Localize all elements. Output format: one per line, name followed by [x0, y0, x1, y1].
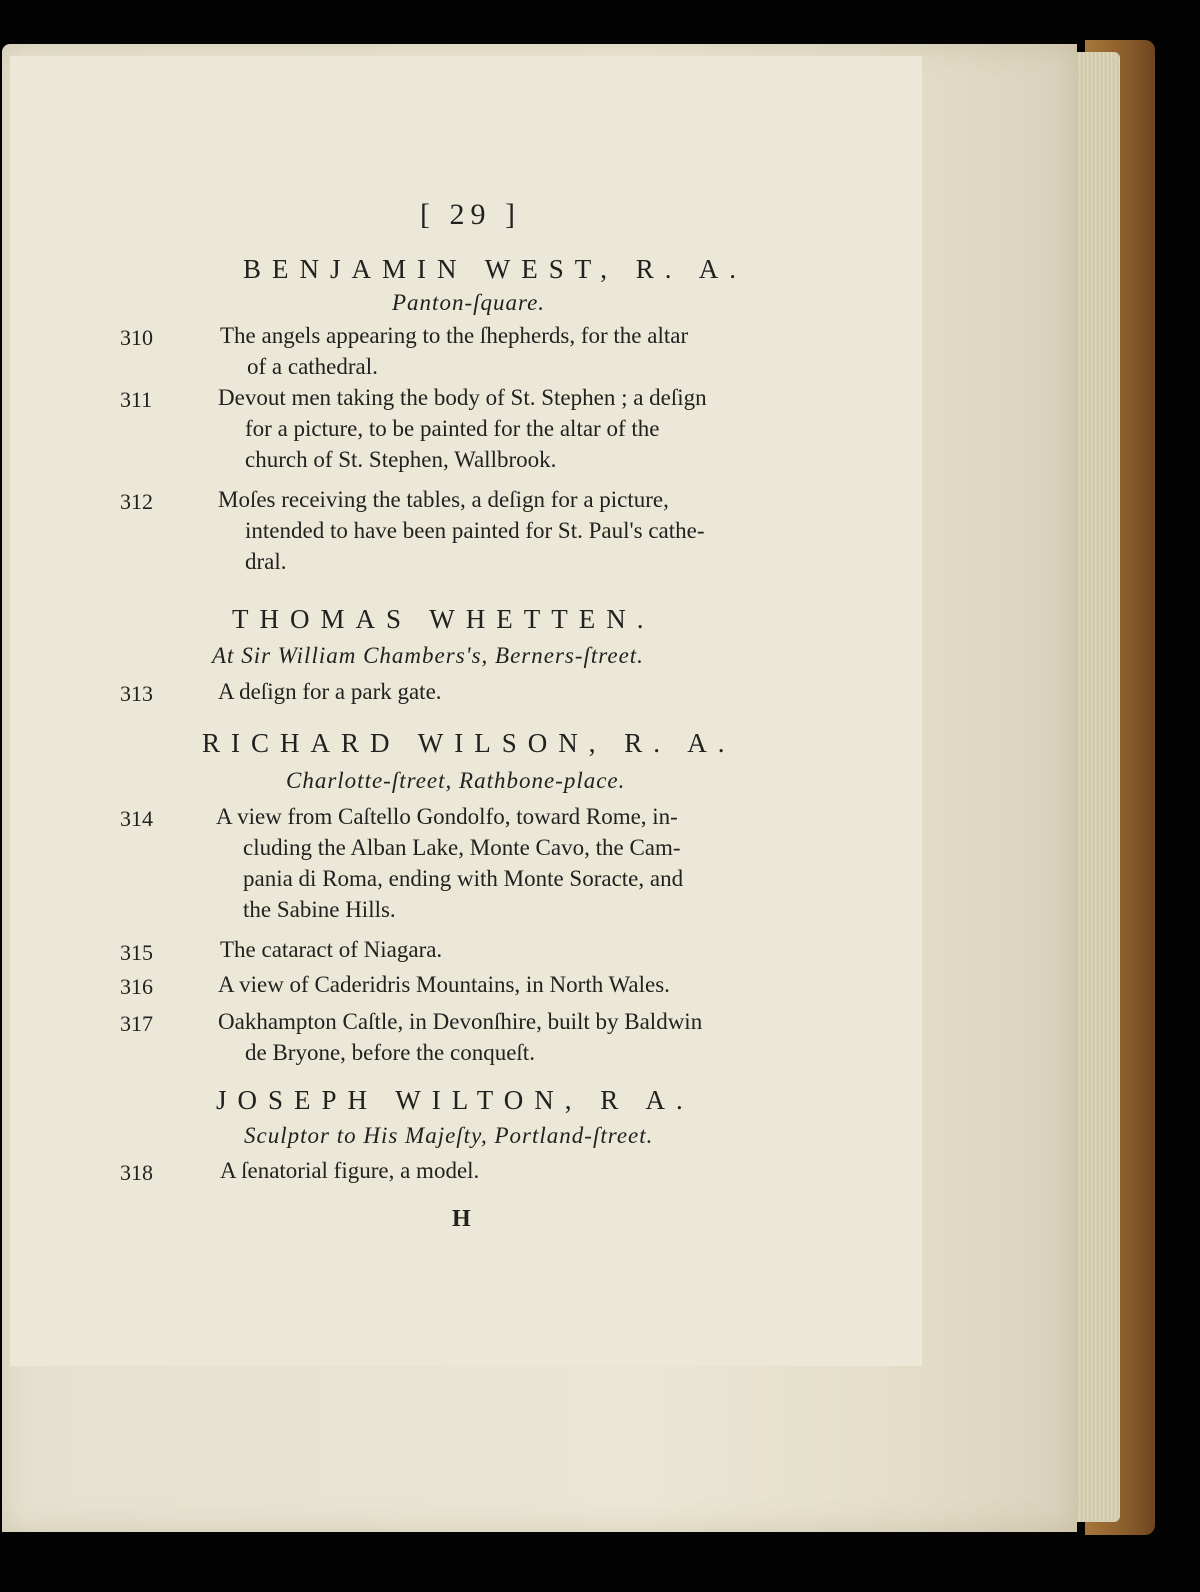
- entry-number: 313: [120, 681, 153, 706]
- entry-line: A view of Caderidris Mountains, in North Wales.: [218, 972, 670, 997]
- entry-text: [220, 934, 442, 965]
- entry-line: church of St. Stephen, Wallbrook.: [245, 447, 557, 472]
- entry-number: 316: [120, 974, 153, 999]
- page-number: [ 29 ]: [420, 198, 521, 231]
- entry-line: A ſenatorial figure, a model.: [220, 1158, 480, 1183]
- entry-number: 315: [120, 940, 153, 965]
- entry-line: the Sabine Hills.: [243, 897, 396, 922]
- entry-number: 314: [120, 806, 153, 831]
- artist-name: BENJAMIN WEST, R. A.: [243, 254, 748, 284]
- signature-mark: H: [452, 1206, 471, 1232]
- artist-address: At Sir William Chambers's, Berners-ſtreet.: [212, 643, 644, 668]
- entry-text: [216, 801, 683, 925]
- entry-text: [220, 320, 688, 382]
- entry-line: Devout men taking the body of St. Stephen ; a deſign: [218, 385, 707, 410]
- entry-line: A view from Caſtello Gondolfo, toward Rome, in-: [216, 804, 678, 829]
- entry-number: 311: [120, 387, 153, 412]
- entry-text: [218, 969, 670, 1000]
- entry-line: Moſes receiving the tables, a deſign for a picture,: [218, 487, 669, 512]
- artist-address: Charlotte-ſtreet, Rathbone-place.: [286, 768, 626, 793]
- artist-name: THOMAS WHETTEN.: [232, 604, 655, 634]
- entry-text: [220, 1155, 479, 1186]
- entry-line: pania di Roma, ending with Monte Soracte, and: [243, 866, 684, 891]
- artist-name: RICHARD WILSON, R. A.: [202, 728, 736, 758]
- entry-line: of a cathedral.: [247, 354, 378, 379]
- entry-text: [218, 1006, 702, 1068]
- entry-number: 312: [120, 489, 153, 514]
- entry-text: [218, 484, 705, 577]
- entry-text: [218, 382, 707, 475]
- entry-line: for a picture, to be painted for the altar of the: [245, 416, 660, 441]
- entry-line: Oakhampton Caſtle, in Devonſhire, built by Baldwin: [218, 1009, 703, 1034]
- entry-line: A deſign for a park gate.: [218, 679, 442, 704]
- entry-line: The cataract of Niagara.: [220, 937, 443, 962]
- entry-number: 310: [120, 325, 153, 350]
- artist-address: Sculptor to His Majeſty, Portland-ſtreet.: [244, 1123, 654, 1148]
- entry-line: de Bryone, before the conqueſt.: [245, 1040, 535, 1065]
- entry-number: 318: [120, 1160, 153, 1185]
- artist-name: JOSEPH WILTON, R A.: [216, 1085, 694, 1115]
- entry-line: The angels appearing to the ſhepherds, for the altar: [220, 323, 689, 348]
- artist-address: Panton-ſquare.: [392, 290, 546, 315]
- entry-line: cluding the Alban Lake, Monte Cavo, the Cam-: [243, 835, 681, 860]
- entry-line: intended to have been painted for St. Paul's cathe-: [245, 518, 705, 543]
- entry-text: [218, 676, 442, 707]
- entry-number: 317: [120, 1011, 153, 1036]
- entry-line: dral.: [245, 549, 287, 574]
